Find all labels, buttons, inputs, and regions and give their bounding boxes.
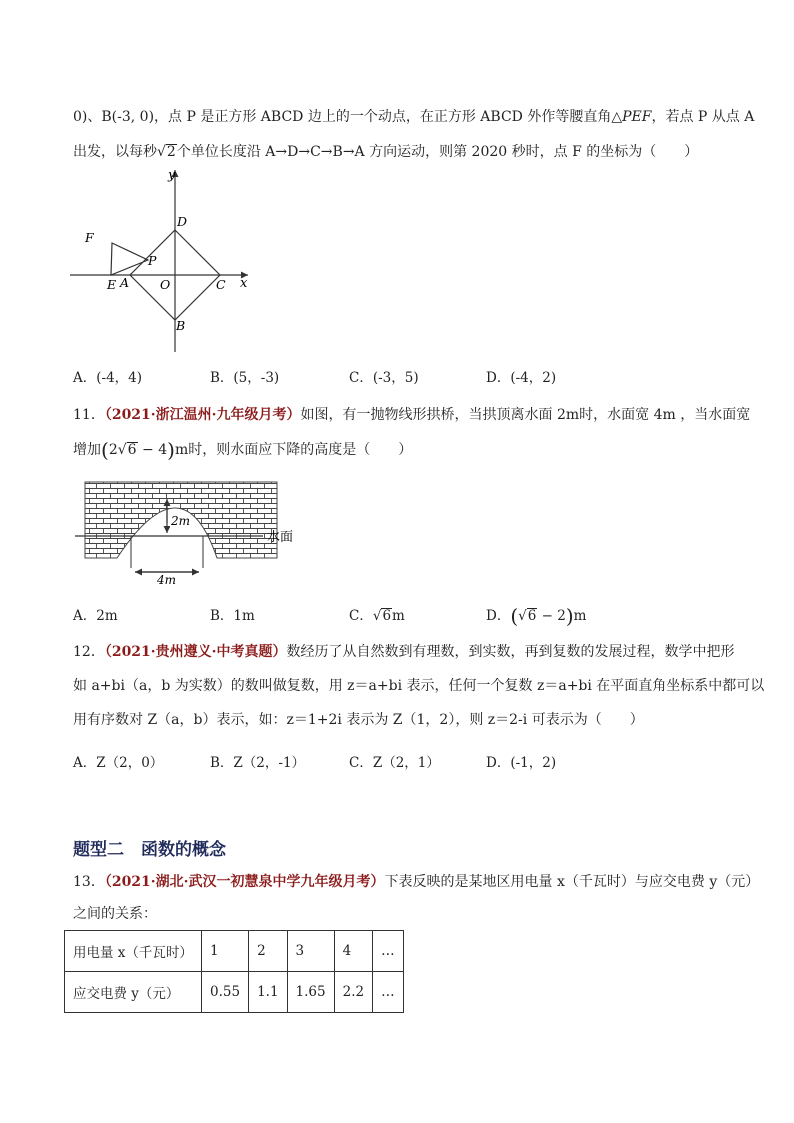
q10-line1-tail: ，若点 P 从点 A <box>651 109 755 125</box>
q10-line2-pre: 出发，以每秒 <box>73 144 157 160</box>
q11-line1-text: 如图，有一抛物线形拱桥，当拱顶离水面 2m时，水面宽 4m ，当水面宽 <box>300 407 751 423</box>
q12-line2: 如 a+bi（a，b 为实数）的数叫做复数，用 z＝a+bi 表示，任何一个复数 z＝a+bi 在平面直角坐标系中都可以 <box>73 678 765 694</box>
q11-line2-pre: 增加 <box>73 442 101 458</box>
q12-option-c: C．Z（2，1） <box>349 755 440 771</box>
table-cell: 1 <box>202 931 249 972</box>
q11-option-c-unit: m <box>392 608 405 624</box>
q12-number: 12． <box>73 644 105 660</box>
table-cell: 3 <box>287 931 334 972</box>
q10-option-a: A．(-4，4) <box>73 370 143 386</box>
q11-option-c: C．√6m <box>349 608 405 624</box>
label-y: y <box>168 168 176 183</box>
table-cell: 1.1 <box>249 972 287 1013</box>
q11-option-c-sqrt: 6 <box>382 608 392 624</box>
table-cell: 4 <box>334 931 372 972</box>
q11-line2: 增加(2√6 − 4)m时，则水面应下降的高度是（ ） <box>73 438 413 462</box>
q13-source: （2021·湖北·武汉一初慧泉中学九年级月考） <box>104 874 385 890</box>
height-label: 2m <box>171 514 191 528</box>
q10-line2: 出发，以每秒√2个单位长度沿 A→D→C→B→A 方向运动，则第 2020 秒时，点 F 的坐标为（ ） <box>73 144 699 160</box>
triangle-pef <box>111 243 148 275</box>
q11-expr-coef: 2 <box>108 442 118 458</box>
table-cell: 2 <box>249 931 287 972</box>
q12-line1 <box>73 642 735 662</box>
label-e: E <box>107 277 117 292</box>
q11-line1 <box>73 405 750 425</box>
q10-line1-text: 0)、B(-3, 0)，点 P 是正方形 ABCD 边上的一个动点，在正方形 ABCD 外作等腰直角 <box>73 109 612 125</box>
label-x: x <box>240 276 248 291</box>
label-c: C <box>216 277 226 292</box>
q11-option-d-sqrt: 6 <box>527 608 537 624</box>
label-d: D <box>177 214 188 229</box>
q11-figure <box>75 478 310 588</box>
q11-expr-sqrt: 6 <box>127 442 137 458</box>
q10-line2-post: 个单位长度沿 A→D→C→B→A 方向运动，则第 2020 秒时，点 F 的坐标为（ ） <box>176 144 699 160</box>
q10-figure <box>60 165 260 360</box>
q11-option-a: A．2m <box>73 608 118 624</box>
q13-number: 13． <box>73 874 105 890</box>
q11-option-d-unit: m <box>573 608 587 624</box>
q11-expr-tail: − 4 <box>142 442 168 458</box>
q10-triangle: △PEF <box>611 109 652 125</box>
q13-line2: 之间的关系： <box>73 906 157 922</box>
label-a: A <box>120 275 130 290</box>
q10-option-d: D．(-4，2) <box>486 370 557 386</box>
q11-number: 11． <box>73 407 105 423</box>
q11-line2-post: m时，则水面应下降的高度是（ ） <box>174 442 413 458</box>
q11-source: （2021·浙江温州·九年级月考） <box>104 407 301 423</box>
width-label: 4m <box>157 573 177 587</box>
q10-option-c: C．(-3，5) <box>349 370 419 386</box>
q13-table <box>64 930 404 1013</box>
q10-option-b: B．(5，-3) <box>210 370 280 386</box>
q11-option-d-tail: − 2 <box>541 608 566 624</box>
q13-line1 <box>73 872 759 892</box>
label-f: F <box>85 230 94 245</box>
q11-option-d-label: D． <box>486 608 511 624</box>
q12-source: （2021·贵州遵义·中考真题） <box>104 644 287 660</box>
q10-sqrt: 2 <box>166 144 176 160</box>
table-cell: 用电量 x（千瓦时） <box>65 931 202 972</box>
table-row <box>65 972 404 1013</box>
label-b: B <box>176 318 186 333</box>
q10-line1 <box>73 107 754 127</box>
table-cell: 应交电费 y（元） <box>65 972 202 1013</box>
q11-option-c-label: C． <box>349 608 373 624</box>
table-row <box>65 931 404 972</box>
q11-option-b: B．1m <box>210 608 255 624</box>
q12-option-d: D．(-1，2) <box>486 755 557 771</box>
table-cell: 1.65 <box>287 972 334 1013</box>
table-cell: 0.55 <box>202 972 249 1013</box>
section-heading: 题型二 函数的概念 <box>73 840 226 860</box>
water-label: 水面 <box>267 530 294 545</box>
label-p: P <box>148 253 157 268</box>
q13-line1-text: 下表反映的是某地区用电量 x（千瓦时）与应交电费 y（元） <box>384 874 760 890</box>
table-cell: … <box>373 931 404 972</box>
q12-option-a: A．Z（2，0） <box>73 755 164 771</box>
q11-option-d: D．(√6 − 2)m <box>486 604 587 628</box>
table-cell: 2.2 <box>334 972 372 1013</box>
q12-line3: 用有序数对 Z（a，b）表示，如：z＝1+2i 表示为 Z（1，2），则 z＝2-i 可表示为（ ） <box>73 712 644 728</box>
q12-option-b: B．Z（2，-1） <box>210 755 306 771</box>
label-o: O <box>160 277 171 292</box>
table-cell: … <box>373 972 404 1013</box>
q12-line1-text: 数经历了从自然数到有理数，到实数，再到复数的发展过程，数学中把形 <box>286 644 735 660</box>
